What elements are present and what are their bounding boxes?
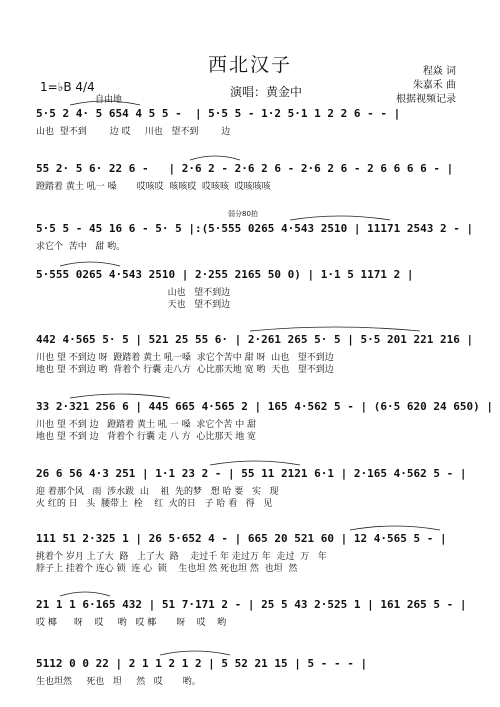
lyric-line: 山也 望不到 边 哎 川也 望不到 边	[36, 127, 231, 137]
page-title: 西北汉子	[207, 54, 292, 76]
note-line: 26 6 56 4·3 251 | 1·1 23 2 - | 55 11 2121 6·1 | 2·165 4·562 5 - |	[36, 467, 467, 480]
note-line: 111 51 2·325 1 | 26 5·652 4 - | 665 20 521 60 | 12 4·565 5 - |	[36, 532, 447, 545]
source-credit: 根据视频记录	[396, 94, 456, 105]
lyric-line: 川也 望 不到 边 蹬踏着 黄土 吼 一 嗓 求它个苦 中 甜	[36, 420, 257, 430]
tempo-marking: 自由地	[95, 95, 123, 105]
lyric-line-second: 地也 望 不到边 哟 背着个 行囊 走八方 心比那天地 宽 哟 天也 望不到边	[36, 365, 334, 375]
slur-mark	[70, 394, 170, 398]
score-row	[36, 162, 466, 193]
note-line: 21 1 1 6·165 432 | 51 7·171 2 - | 25 5 43 2·525 1 | 161 265 5 - |	[36, 598, 467, 611]
lyric-line: 川也 望 不到边 呀 蹬踏着 黄土 吼一嗓 求它个苦中 甜 呀 山也 望不到边	[36, 353, 334, 363]
slur-mark	[60, 592, 110, 596]
note-line: 33 2·321 256 6 | 445 665 4·565 2 | 165 4·562 5 - | (6·5 620 24 650) |	[36, 400, 493, 413]
slur-mark	[160, 651, 230, 655]
note-line: 5112 0 0 22 | 2 1 1 2 1 2 | 5 52 21 15 | 5 - - - |	[36, 657, 368, 670]
score-row	[36, 333, 474, 376]
slur-mark	[350, 526, 440, 530]
note-line: 55 2· 5 6· 22 6 - | 2·6 2 - 2·6 2 6 - 2·6 2 6 - 2 6 6 6 6 - |	[36, 162, 454, 175]
lyric-line: 生也坦然 死也 坦 然 哎 哟。	[36, 677, 201, 687]
score-row	[36, 107, 466, 138]
score-row	[36, 598, 466, 629]
singer-credit: 演唱：黄金中	[230, 85, 303, 99]
score-row	[36, 268, 466, 311]
slur-mark	[210, 461, 300, 465]
lyric-line: 迎 着那个风 雨 涉水跋 山 祖 先的梦 想 哈 要 实 现	[36, 487, 279, 497]
lyric-line-second: 火 红的 日 头 腰带上 栓 红 火的日 子 哈 看 得 见	[36, 499, 273, 509]
tempo-note: 弱分80拍	[228, 210, 258, 218]
score-row	[36, 222, 474, 253]
lyric-line-second: 脖子上 挂着个 连心 锁 连 心 锁 生也坦 然 死也坦 然 也坦 然	[36, 564, 298, 574]
lyric-line: 求它个 苦中 甜 哟。	[36, 242, 126, 252]
lyric-line-second: 地也 望 不到 边 背着个 行囊 走 八 方 心比那天 地 宽	[36, 432, 257, 442]
note-line: 5·5 5 - 45 16 6 - 5· 5 |:(5·555 0265 4·543 2510 | 11171 2543 2 - |	[36, 222, 474, 235]
credits-block	[396, 65, 456, 107]
score-row	[36, 657, 466, 688]
note-line: 5·555 0265 4·543 2510 | 2·255 2165 50 0) | 1·1 5 1171 2 |	[36, 268, 414, 281]
lyric-line-second: 天也 望不到边	[36, 300, 231, 310]
slur-mark	[60, 262, 120, 266]
slur-mark	[190, 156, 240, 160]
score-row	[36, 400, 493, 443]
note-line: 5·5 2 4· 5 654 4 5 5 - | 5·5 5 - 1·2 5·1 1 2 2 6 - - |	[36, 107, 401, 120]
composer-credit: 朱嘉禾 曲	[412, 80, 456, 91]
slur-mark	[290, 216, 390, 220]
score-row	[36, 532, 466, 575]
lyric-line: 山也 望不到边	[36, 288, 231, 298]
lyric-line: 挑着个 岁月 上了大 路 上了大 路 走过千 年 走过万 年 走过 万 年	[36, 552, 327, 562]
score-row	[36, 467, 466, 510]
note-line: 442 4·565 5· 5 | 521 25 55 6· | 2·261 265 5· 5 | 5·5 201 221 216 |	[36, 333, 474, 346]
lyric-line: 哎 椰 呀 哎 哟 哎 椰 呀 哎 哟	[36, 618, 227, 628]
lyric-line: 蹬踏着 黄土 吼一 嗓 哎咳哎 咳咳哎 哎咳咳 哎咳咳咳	[36, 182, 271, 192]
slur-mark	[250, 327, 420, 331]
lyricist-credit: 程焱 词	[422, 66, 456, 77]
key-signature: 1=♭B 4/4	[40, 80, 95, 94]
